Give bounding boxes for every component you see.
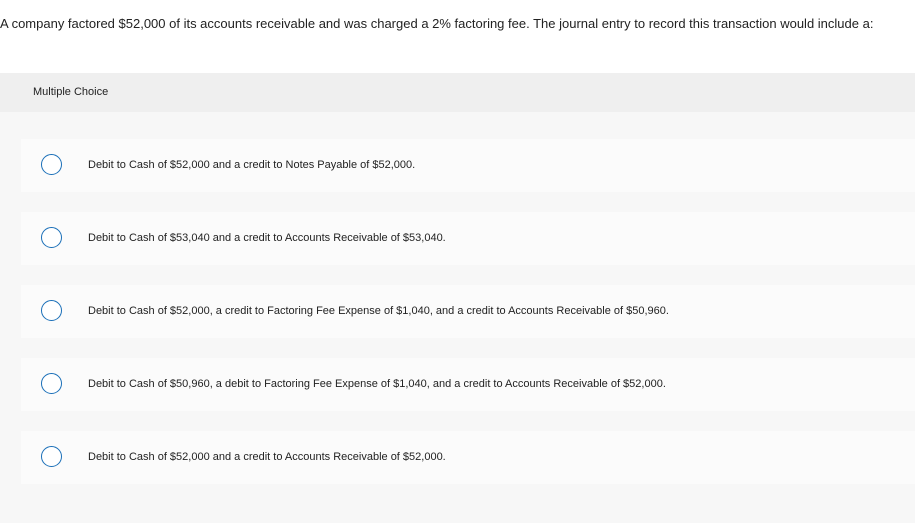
answer-option-label: Debit to Cash of $53,040 and a credit to Accounts Receivable of $53,040.: [88, 232, 446, 244]
question-text: A company factored $52,000 of its accounts receivable and was charged a 2% factoring fee. The journal entry to record this transaction would include a:: [0, 16, 874, 31]
answer-option-4[interactable]: [21, 358, 915, 411]
answer-option-label: Debit to Cash of $50,960, a debit to Factoring Fee Expense of $1,040, and a credit to Accounts Receivable of $52,000.: [88, 378, 666, 390]
radio-button-icon[interactable]: [41, 227, 62, 248]
radio-button-icon[interactable]: [41, 373, 62, 394]
answer-option-label: Debit to Cash of $52,000, a credit to Factoring Fee Expense of $1,040, and a credit to Accounts Receivable of $50,960.: [88, 305, 669, 317]
radio-button-icon[interactable]: [41, 300, 62, 321]
answer-option-5[interactable]: [21, 431, 915, 484]
answer-option-label: Debit to Cash of $52,000 and a credit to Notes Payable of $52,000.: [88, 159, 416, 171]
answer-option-2[interactable]: [21, 212, 915, 265]
multiple-choice-label: Multiple Choice: [33, 86, 109, 98]
radio-button-icon[interactable]: [41, 154, 62, 175]
multiple-choice-header: [0, 73, 915, 112]
radio-button-icon[interactable]: [41, 446, 62, 467]
answer-option-label: Debit to Cash of $52,000 and a credit to Accounts Receivable of $52,000.: [88, 451, 446, 463]
multiple-choice-panel: [0, 73, 915, 523]
answer-option-3[interactable]: [21, 285, 915, 338]
answer-option-1[interactable]: [21, 139, 915, 192]
